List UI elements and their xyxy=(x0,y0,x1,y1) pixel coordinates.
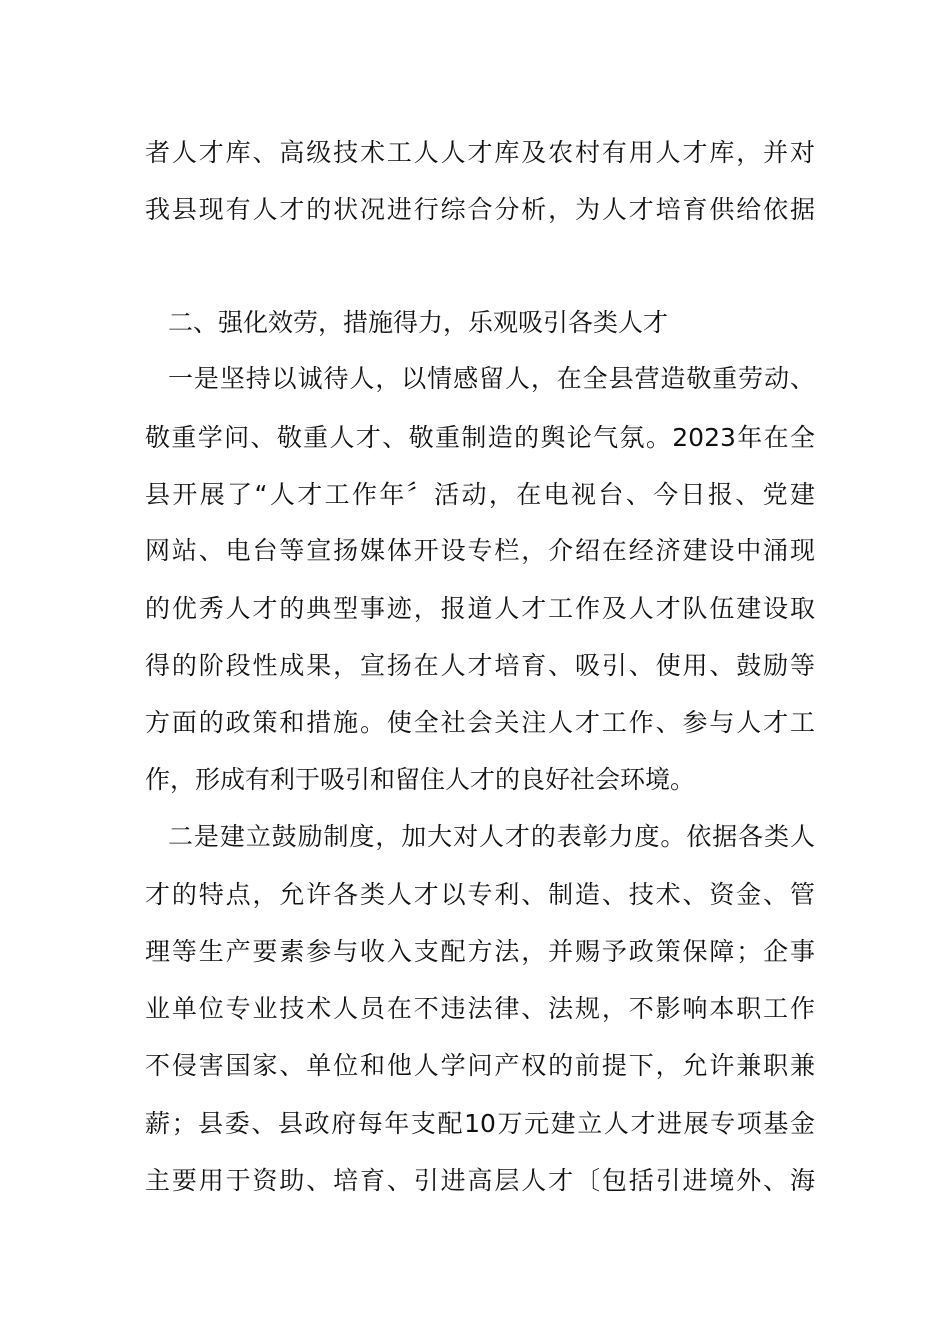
section-heading: 二、强化效劳，措施得力，乐观吸引各类人才 xyxy=(168,308,669,337)
paragraph-line: 主要用于资助、培育、引进高层人才〔包括引进境外、海 xyxy=(145,1166,815,1195)
paragraph-line: 理等生产要素参与收入支配方法，并赐予政策保障；企事 xyxy=(145,937,815,966)
paragraph-line: 二是建立鼓励制度，加大对人才的表彰力度。依据各类人 xyxy=(168,822,815,851)
paragraph-line: 一是坚持以诚待人，以情感留人，在全县营造敬重劳动、 xyxy=(168,364,815,393)
paragraph-line: 方面的政策和措施。使全社会关注人才工作、参与人才工 xyxy=(145,708,815,737)
paragraph-line: 作，形成有利于吸引和留住人才的良好社会环境。 xyxy=(145,765,696,794)
paragraph-line: 业单位专业技术人员在不违法律、法规，不影响本职工作 xyxy=(145,994,815,1023)
paragraph-line: 县开展了“人才工作年〞活动，在电视台、今日报、党建 xyxy=(145,480,815,509)
paragraph-line: 薪；县委、县政府每年支配10万元建立人才进展专项基金 xyxy=(145,1109,815,1138)
paragraph-line: 网站、电台等宣扬媒体开设专栏，介绍在经济建设中涌现 xyxy=(145,536,815,565)
text-line: 者人才库、高级技术工人人才库及农村有用人才库，并对 xyxy=(145,138,815,167)
paragraph-line: 敬重学问、敬重人才、敬重制造的舆论气氛。2023年在全 xyxy=(145,423,815,452)
paragraph-line: 的优秀人才的典型事迹，报道人才工作及人才队伍建设取 xyxy=(145,594,815,623)
paragraph-line: 不侵害国家、单位和他人学问产权的前提下，允许兼职兼 xyxy=(145,1051,815,1080)
paragraph-line: 得的阶段性成果，宣扬在人才培育、吸引、使用、鼓励等 xyxy=(145,651,815,680)
text-line: 我县现有人才的状况进行综合分析，为人才培育供给依据 xyxy=(145,195,815,224)
paragraph-line: 才的特点，允许各类人才以专利、制造、技术、资金、管 xyxy=(145,880,815,909)
